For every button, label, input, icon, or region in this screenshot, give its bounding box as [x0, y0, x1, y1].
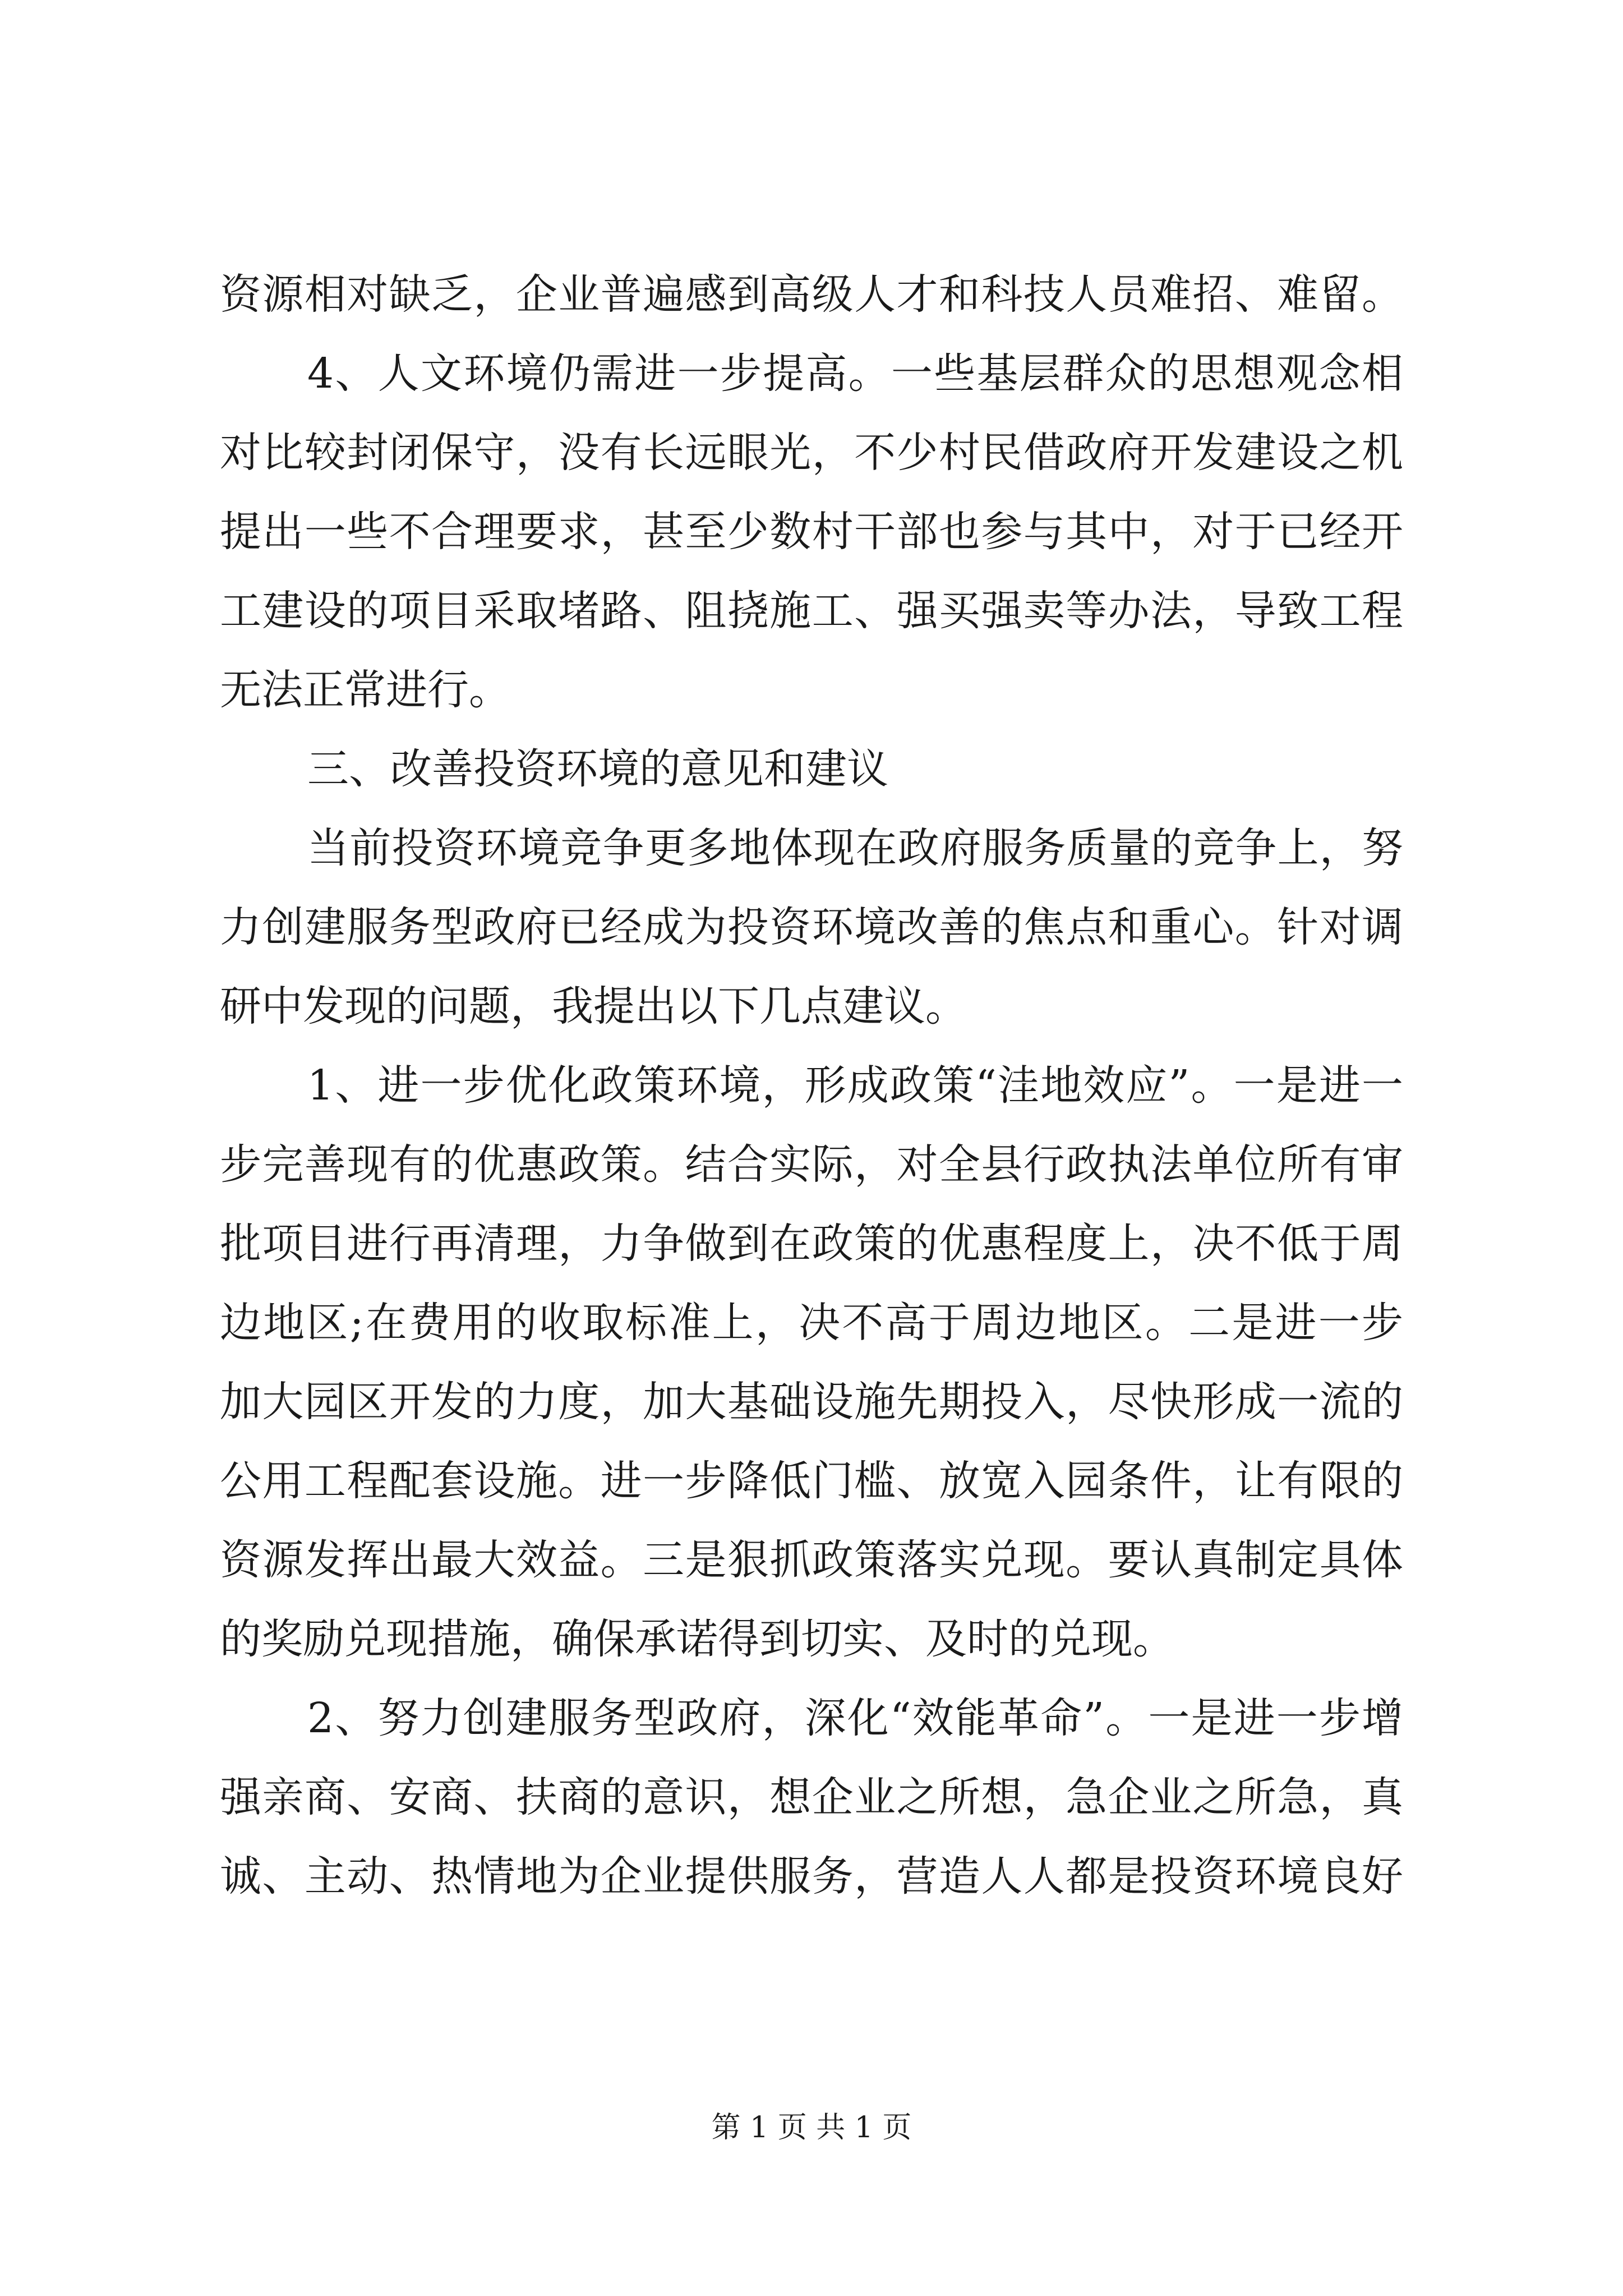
text-line: 当前投资环境竞争更多地体现在政府服务质量的竞争上，努 — [307, 824, 1403, 872]
text-line: 诚、主动、热情地为企业提供服务，营造人人都是投资环境良好 — [220, 1852, 1403, 1901]
text-line: 批项目进行再清理，力争做到在政策的优惠程度上，决不低于周 — [220, 1220, 1403, 1268]
document-body — [220, 255, 1403, 1916]
text-line: 无法正常进行。 — [220, 666, 510, 714]
text-line: 边地区;在费用的收取标准上，决不高于周边地区。二是进一步 — [220, 1299, 1403, 1347]
text-line: 步完善现有的优惠政策。结合实际，对全县行政执法单位所有审 — [220, 1140, 1403, 1189]
text-line: 2、努力创建服务型政府，深化“效能革命”。一是进一步增 — [307, 1694, 1403, 1742]
text-line: 对比较封闭保守，没有长远眼光，不少村民借政府开发建设之机 — [220, 429, 1403, 477]
text-line: 加大园区开发的力度，加大基础设施先期投入，尽快形成一流的 — [220, 1378, 1403, 1426]
text-line: 1、进一步优化政策环境，形成政策“洼地效应”。一是进一 — [307, 1061, 1403, 1110]
text-line: 提出一些不合理要求，甚至少数村干部也参与其中，对于已经开 — [220, 508, 1403, 556]
text-line: 力创建服务型政府已经成为投资环境改善的焦点和重心。针对调 — [220, 903, 1403, 951]
text-line: 研中发现的问题，我提出以下几点建议。 — [220, 982, 967, 1030]
text-line: 强亲商、安商、扶商的意识，想企业之所想，急企业之所急，真 — [220, 1773, 1403, 1821]
text-line: 的奖励兑现措施，确保承诺得到切实、及时的兑现。 — [220, 1615, 1174, 1663]
text-line: 工建设的项目采取堵路、阻挠施工、强买强卖等办法，导致工程 — [220, 587, 1403, 635]
text-line: 资源发挥出最大效益。三是狠抓政策落实兑现。要认真制定具体 — [220, 1536, 1403, 1584]
text-line: 4、人文环境仍需进一步提高。一些基层群众的思想观念相 — [307, 349, 1403, 398]
text-line: 公用工程配套设施。进一步降低门槛、放宽入园条件，让有限的 — [220, 1457, 1403, 1505]
page-footer: 第 1 页 共 1 页 — [711, 2111, 912, 2145]
section-heading: 三、改善投资环境的意见和建议 — [307, 745, 888, 793]
text-line: 资源相对缺乏，企业普遍感到高级人才和科技人员难招、难留。 — [220, 270, 1403, 319]
